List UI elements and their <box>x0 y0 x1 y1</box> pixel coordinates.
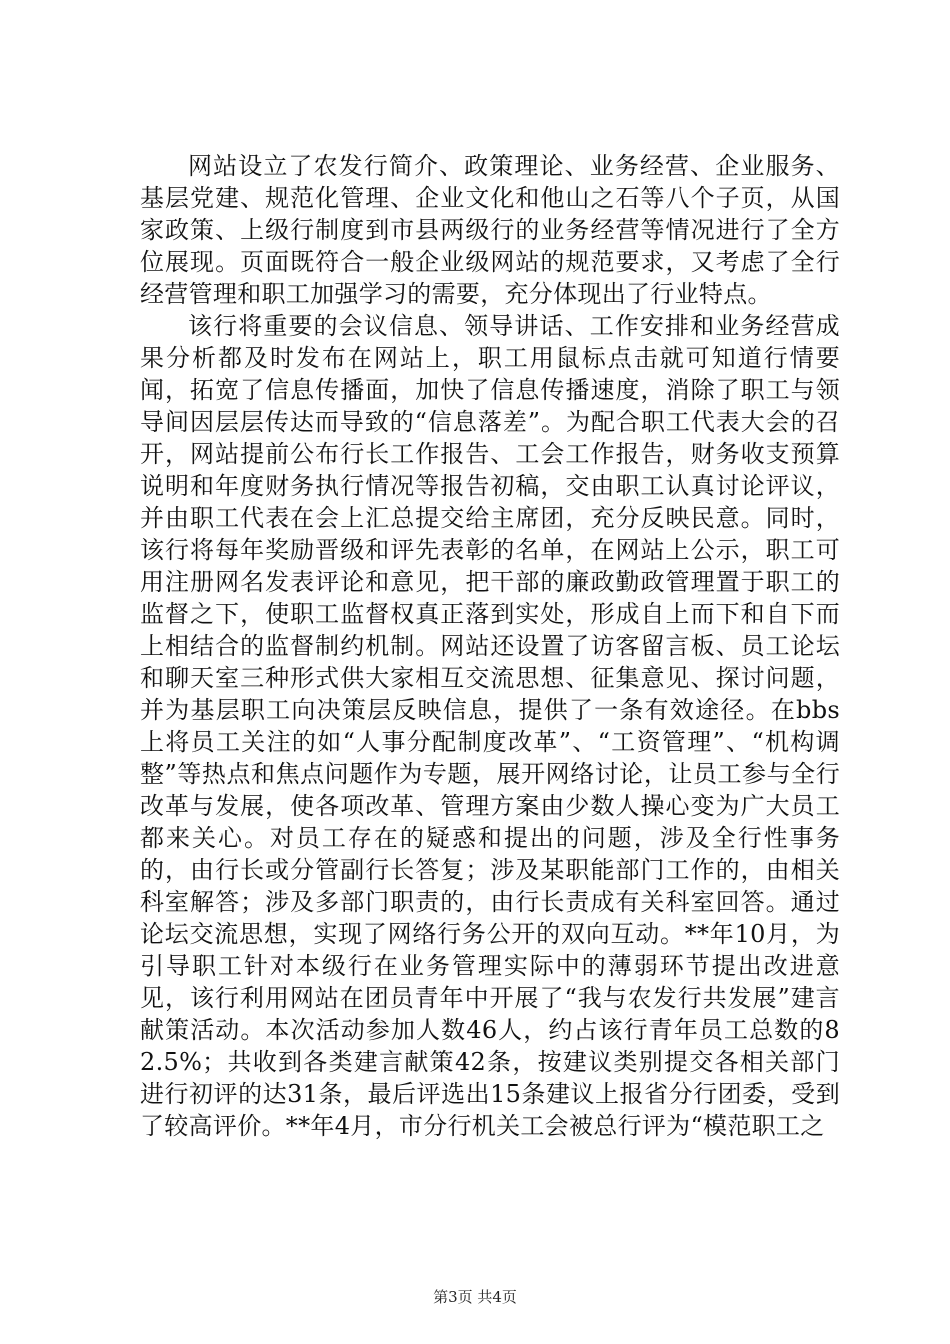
paragraph-website-sections: 网站设立了农发行简介、政策理论、业务经营、企业服务、基层党建、规范化管理、企业文化和他山之石等八个子页，从国家政策、上级行制度到市县两级行的业务经营等情况进行了全方位展现。页面既符合一般企业级网站的规范要求，又考虑了全行经营管理和职工加强学习的需要，充分体现出了行业特点。 <box>140 152 840 308</box>
paragraph-website-functions: 该行将重要的会议信息、领导讲话、工作安排和业务经营成果分析都及时发布在网站上，职工用鼠标点击就可知道行情要闻，拓宽了信息传播面，加快了信息传播速度，消除了职工与领导间因层层传达而导致的“信息落差”。为配合职工代表大会的召开，网站提前公布行长工作报告、工会工作报告，财务收支预算说明和年度财务执行情况等报告初稿，交由职工认真讨论评议，并由职工代表在会上汇总提交给主席团，充分反映民意。同时，该行将每年奖励晋级和评先表彰的名单，在网站上公示，职工可用注册网名发表评论和意见，把干部的廉政勤政管理置于职工的监督之下，使职工监督权真正落到实处，形成自上而下和自下而上相结合的监督制约机制。网站还设置了访客留言板、员工论坛和聊天室三种形式供大家相互交流思想、征集意见、探讨问题，并为基层职工向决策层反映信息，提供了一条有效途径。在bbs上将员工关注的如“人事分配制度改革”、“工资管理”、“机构调整”等热点和焦点问题作为专题，展开网络讨论，让员工参与全行改革与发展，使各项改革、管理方案由少数人操心变为广大员工都来关心。对员工存在的疑惑和提出的问题，涉及全行性事务的，由行长或分管副行长答复；涉及某职能部门工作的，由相关科室解答；涉及多部门职责的，由行长责成有关科室回答。通过论坛交流思想，实现了网络行务公开的双向互动。**年10月，为引导职工针对本级行在业务管理实际中的薄弱环节提出改进意见，该行利用网站在团员青年中开展了“我与农发行共发展”建言献策活动。本次活动参加人数46人，约占该行青年员工总数的82.5%；共收到各类建言献策42条，按建议类别提交各相关部门进行初评的达31条，最后评选出15条建议上报省分行团委，受到了较高评价。**年4月，市分行机关工会被总行评为“模范职工之 <box>140 312 840 1140</box>
document-body <box>140 150 840 1142</box>
page-number-footer: 第3页 共4页 <box>433 1288 517 1306</box>
